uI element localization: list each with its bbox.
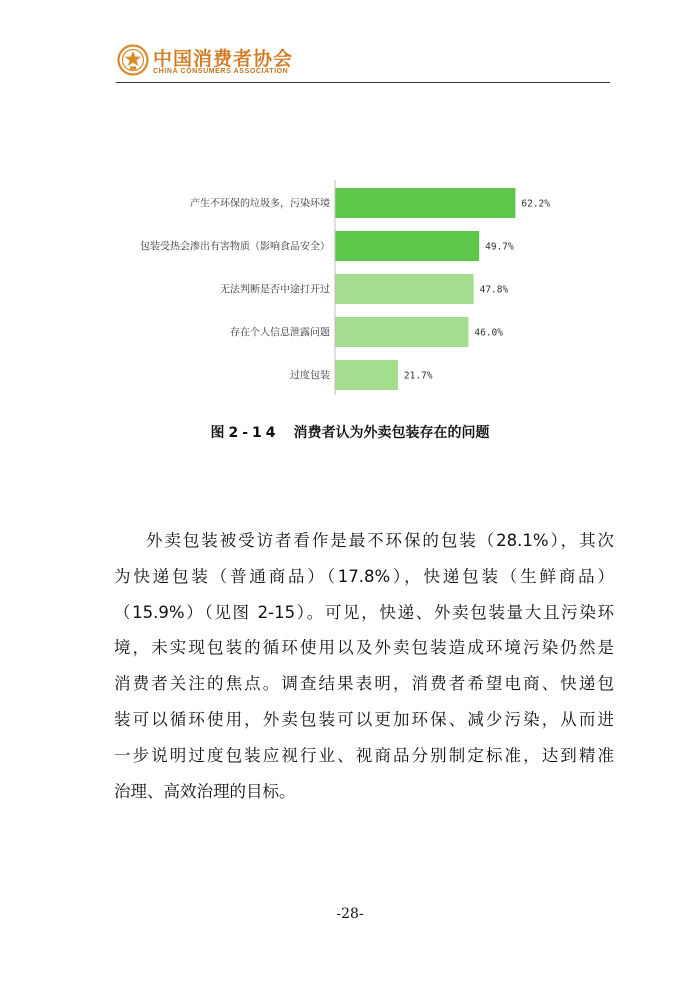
chart-category-label: 产生不环保的垃圾多，污染环境 xyxy=(190,198,330,210)
chart-category-label: 过度包装 xyxy=(290,370,330,382)
chart-bars xyxy=(140,188,550,390)
chart-bar xyxy=(335,360,398,390)
figure-caption xyxy=(0,422,700,442)
chart-value-label: 62.2% xyxy=(521,198,550,210)
figure-title: 消费者认为外卖包装存在的问题 xyxy=(293,425,490,441)
chart-bar xyxy=(335,317,468,347)
cca-emblem-icon xyxy=(117,44,149,76)
body-paragraph xyxy=(114,523,614,809)
body-line: 治理、高效治理的目标。 xyxy=(114,781,296,801)
body-line: 装可以循环使用，外卖包装可以更加环保、减少污染，从而进 xyxy=(114,709,614,729)
chart-value-label: 49.7% xyxy=(485,241,514,253)
page-number: -28- xyxy=(336,906,364,922)
body-line: 境，未实现包装的循环使用以及外卖包装造成环境污染仍然是 xyxy=(114,638,614,658)
body-line: 消费者关注的焦点。调查结果表明，消费者希望电商、快递包 xyxy=(114,674,614,694)
chart-bar xyxy=(335,231,479,261)
body-line: 一步说明过度包装应视行业、视商品分别制定标准，达到精准 xyxy=(114,745,614,765)
chart-value-label: 47.8% xyxy=(479,284,509,296)
chart-category-label: 无法判断是否中途打开过 xyxy=(220,284,330,296)
chart-value-label: 46.0% xyxy=(474,327,504,339)
organization-name-english: CHINA CONSUMERS ASSOCIATION xyxy=(153,68,289,75)
chart-bar xyxy=(335,274,474,304)
chart-value-label: 21.7% xyxy=(403,370,433,382)
body-line: 为快递包装（普通商品）（17.8%），快递包装（生鲜商品） xyxy=(114,566,614,586)
chart-category-label: 包装受热会渗出有害物质（影响食品安全） xyxy=(140,241,330,253)
bar-chart xyxy=(0,175,700,405)
chart-category-label: 存在个人信息泄露问题 xyxy=(230,327,330,339)
body-line: （15.9%）（见图 2-15）。可见，快递、外卖包装量大且污染环 xyxy=(114,602,614,622)
body-line: 外卖包装被受访者看作是最不环保的包装（28.1%），其次 xyxy=(146,531,614,550)
figure-number: 图2-14 xyxy=(210,425,280,441)
organization-name: 中国消费者协会 xyxy=(153,48,294,70)
chart-bar xyxy=(335,188,515,218)
header-divider xyxy=(116,82,610,83)
